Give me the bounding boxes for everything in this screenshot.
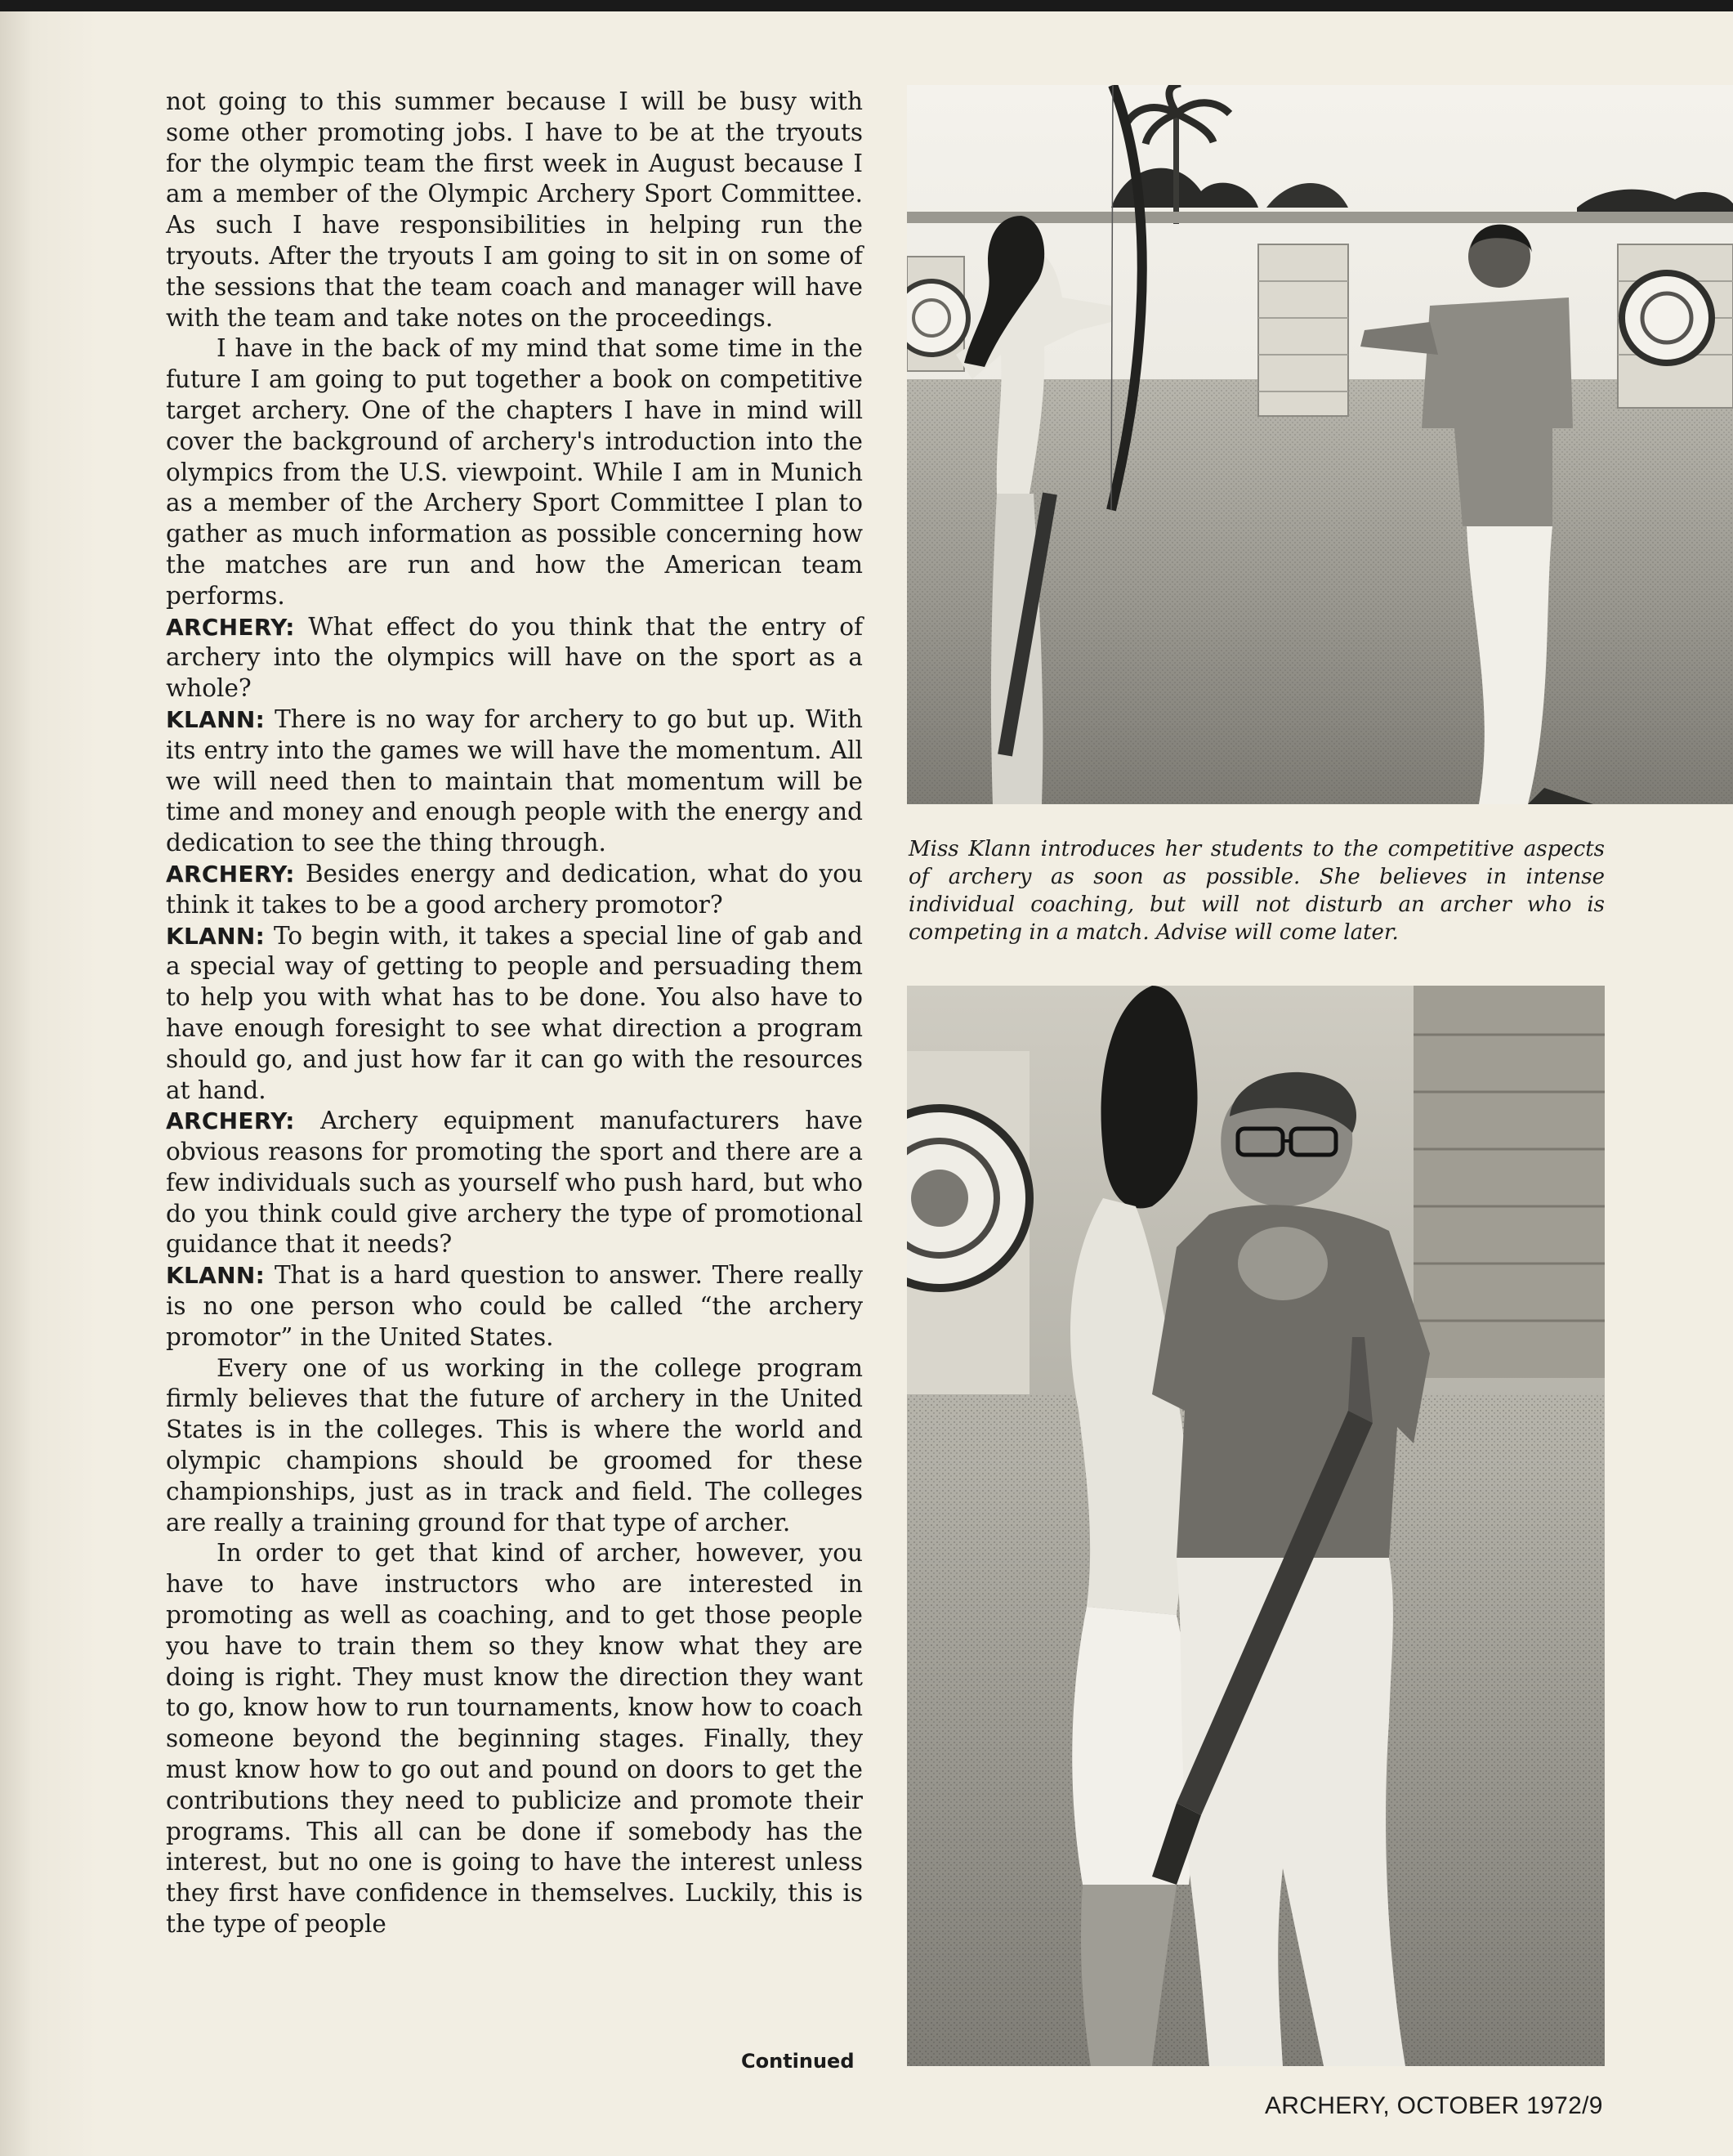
article-paragraph xyxy=(166,705,863,859)
article-paragraph xyxy=(166,87,863,333)
continued-label: Continued xyxy=(741,2050,855,2073)
article-paragraph xyxy=(166,921,863,1107)
speaker-label: ARCHERY: xyxy=(166,860,295,888)
paragraph-text: In order to get that kind of archer, however, you have to have instructors who are interested in promoting as well as coaching, and to get those people you have to train them so they know what they are doing is right. They must know the direction they want to go, know how to run tournaments, know how to coach someone beyond the beginning stages. Finally, they must know how to go out and pound on doors to get the contributions they need to publicize and promote their programs. This all can be done if somebody has the interest, but no one is going to have the interest unless they first have confidence in themselves. Luckily, this is the type of people xyxy=(166,1539,863,1939)
speaker-label: KLANN: xyxy=(166,705,266,733)
photo-coaching-closeup xyxy=(907,986,1605,2066)
paragraph-text: Besides energy and dedication, what do you think it takes to be a good archery promotor? xyxy=(166,859,863,919)
article-paragraph xyxy=(166,1106,863,1260)
paragraph-text: That is a hard question to answer. There really is no one person who could be called “the archery promotor” in the United States. xyxy=(166,1261,863,1351)
article-paragraph xyxy=(166,1538,863,1939)
speaker-label: ARCHERY: xyxy=(166,1107,295,1135)
page-top-edge xyxy=(0,0,1733,11)
paragraph-text: What effect do you think that the entry of archery into the olympics will have on the sport as a whole? xyxy=(166,612,863,703)
paragraph-text: not going to this summer because I will be busy with some other promoting jobs. I have to be at the tryouts for the olympic team the first week in August because I am a member of the Olympic Archery Sport Committee. As such I have responsibilities in helping run the tryouts. After the tryouts I am going to sit in on some of the sessions that the team coach and manager will have with the team and take notes on the proceedings. xyxy=(166,87,863,332)
article-paragraph xyxy=(166,859,863,921)
page-footer: ARCHERY, OCTOBER 1972/9 xyxy=(1265,2092,1603,2119)
paragraph-text: To begin with, it takes a special line of gab and a special way of getting to people and persuading them to help you with what has to be done. You also have to have enough foresight to see what direction a program should go, and just how far it can go with the resources at hand. xyxy=(166,921,863,1104)
paragraph-text: Every one of us working in the college program firmly believes that the future of archery in the United States is in the colleges. This is where the world and olympic champions should be groomed for these championships, just as in track and field. The colleges are really a training ground for that type of archer. xyxy=(166,1353,863,1536)
article-column xyxy=(166,87,863,1940)
speaker-label: KLANN: xyxy=(166,922,266,950)
photo-archery-range xyxy=(907,85,1733,804)
photo-caption: Miss Klann introduces her students to the competitive aspects of archery as soon as possible. She believes in intense individual coaching, but will not disturb an archer who is competing in a match. Advise will come later. xyxy=(909,837,1605,945)
article-paragraph xyxy=(166,333,863,611)
paragraph-text: There is no way for archery to go but up. With its entry into the games we will have the momentum. All we will need then to maintain that momentum will be time and money and enough people with the energy and dedication to see the thing through. xyxy=(166,705,863,857)
article-paragraph xyxy=(166,1260,863,1353)
article-paragraph xyxy=(166,612,863,705)
speaker-label: ARCHERY: xyxy=(166,613,295,641)
article-paragraph xyxy=(166,1353,863,1539)
paragraph-text: Archery equipment manufacturers have obvious reasons for promoting the sport and there are a few individuals such as yourself who push hard, but who do you think could give archery the type of promotional guidance that it needs? xyxy=(166,1107,863,1259)
speaker-label: KLANN: xyxy=(166,1262,266,1290)
paragraph-text: I have in the back of my mind that some time in the future I am going to put together a book on competitive target archery. One of the chapters I have in mind will cover the background of archery's introduction into the olympics from the U.S. viewpoint. While I am in Munich as a member of the Archery Sport Committee I plan to gather as much information as possible concerning how the matches are run and how the American team performs. xyxy=(166,334,863,610)
